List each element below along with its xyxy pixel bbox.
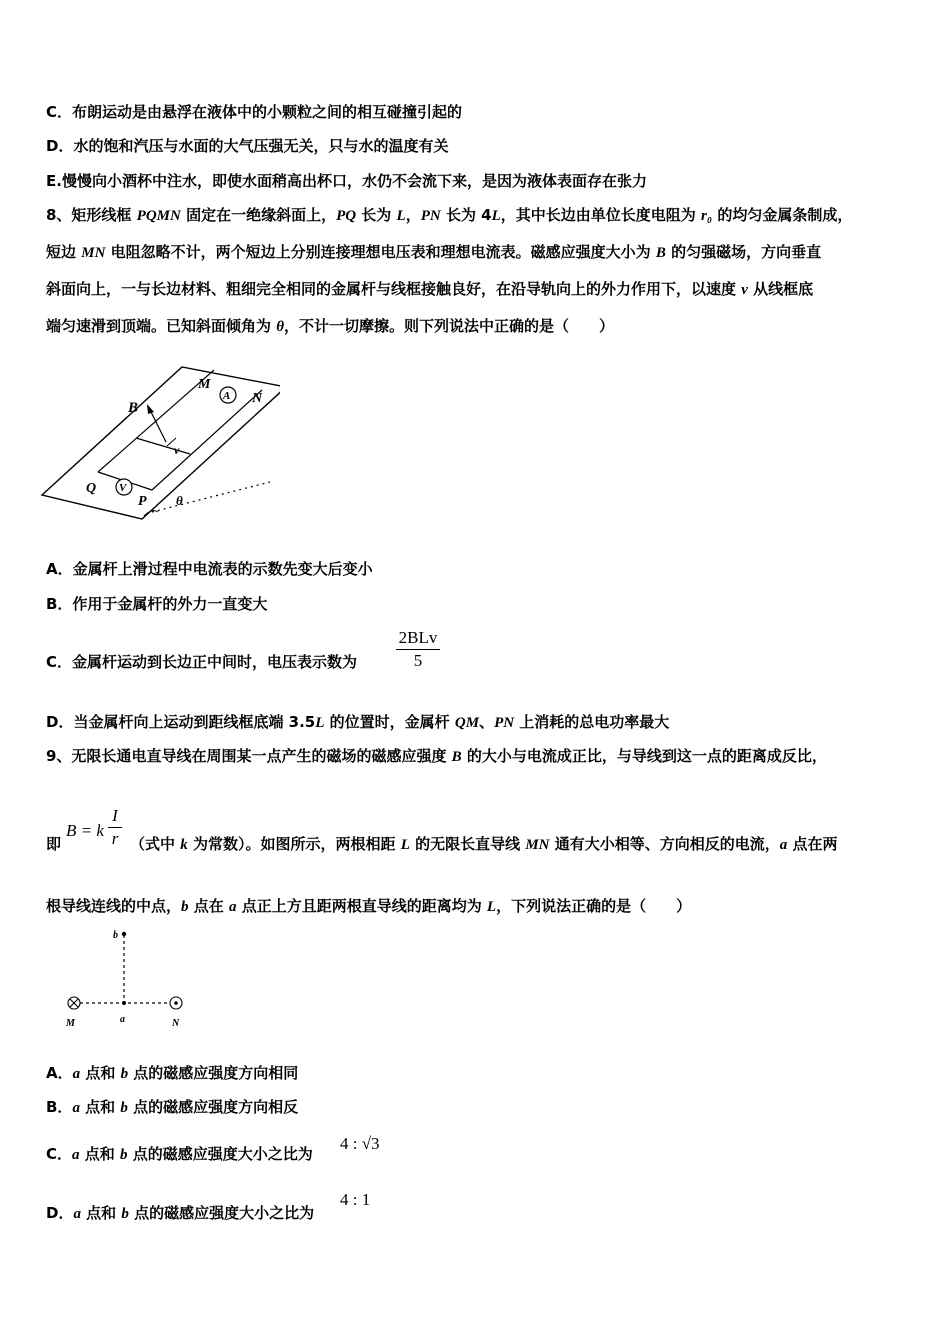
q8-figure-inclined-frame [40,362,280,527]
svg-text:b: b [113,930,118,941]
q9-stem-line1: 9、无限长通电直导线在周围某一点产生的磁场的磁感应强度 B 的大小与电流成正比，与导线到这一点的距离成反比， [46,747,827,765]
q7-option-c: C．布朗运动是由悬浮在液体中的小颗粒之间的相互碰撞引起的 [46,103,463,121]
ammeter-icon [220,387,236,403]
svg-text:v: v [174,443,180,457]
q8-stem-line1: 8、矩形线框 PQMN 固定在一绝缘斜面上，PQ 长为 L，PN 长为 4L，其中长边由单位长度电阻为 r₀ 的均匀金属条制成， [46,206,853,224]
q8-option-c-fraction: 2BLv 5 [396,628,440,671]
svg-text:V: V [119,482,127,494]
q9-formula-prefix: 即 [46,835,62,853]
svg-text:M: M [198,377,211,392]
q9-option-c: C．a 点和 b 点的磁感应强度大小之比为 [46,1145,313,1163]
current-out-of-page-icon [170,997,182,1009]
q9-option-c-ratio: 4 : √3 [340,1134,380,1153]
q9-formula-fraction: I r [108,806,122,849]
svg-text:P: P [138,494,147,509]
q9-option-d-ratio: 4 : 1 [340,1190,371,1209]
q8-stem-line4: 端匀速滑到顶端。已知斜面倾角为 θ，不计一切摩擦。则下列说法中正确的是（ ） [46,317,615,335]
q9-formula-lhs: B = k [66,821,104,840]
svg-text:A: A [223,390,231,402]
svg-text:M: M [66,1018,75,1029]
svg-text:N: N [252,391,263,406]
q8-stem-line3: 斜面向上，一与长边材料、粗细完全相同的金属杆与线框接触良好，在沿导轨向上的外力作用下，以速度 v 从线框底 [46,280,814,298]
q9-stem-line3: 根导线连线的中点，b 点在 a 点正上方且距两根直导线的距离均为 L，下列说法正确的是（ ） [46,897,692,915]
magnetic-field-arrow-icon [147,404,154,414]
current-into-page-icon [68,997,80,1009]
q7-option-d: D．水的饱和汽压与水面的大气压强无关，只与水的温度有关 [46,137,449,155]
q9-option-a: A．a 点和 b 点的磁感应强度方向相同 [46,1064,299,1082]
q9-option-d: D．a 点和 b 点的磁感应强度大小之比为 [46,1204,315,1222]
svg-text:θ: θ [176,493,183,508]
q8-option-d: D．当金属杆向上运动到距线框底端 3.5L 的位置时，金属杆 QM、PN 上消耗的总电功率最大 [46,713,670,731]
q7-option-e: E.慢慢向小酒杯中注水，即使水面稍高出杯口，水仍不会流下来，是因为液体表面存在张力 [46,172,647,190]
q9-figure-two-wires [60,925,200,1035]
q8-stem-line2: 短边 MN 电阻忽略不计，两个短边上分别连接理想电压表和理想电流表。磁感应强度大小为 B 的匀强磁场，方向垂直 [46,243,822,261]
svg-text:a: a [120,1014,125,1025]
q8-option-b: B．作用于金属杆的外力一直变大 [46,595,268,613]
q8-option-c: C．金属杆运动到长边正中间时，电压表示数为 [46,653,358,671]
q8-option-a: A．金属杆上滑过程中电流表的示数先变大后变小 [46,560,373,578]
svg-text:N: N [172,1018,180,1029]
voltmeter-icon [116,479,132,495]
q9-stem-line2: （式中 k 为常数）。如图所示，两根相距 L 的无限长直导线 MN 通有大小相等、方向相反的电流，a 点在两 [130,835,838,853]
q9-option-b: B．a 点和 b 点的磁感应强度方向相反 [46,1098,299,1116]
svg-text:Q: Q [86,481,97,496]
svg-text:B: B [128,400,139,416]
